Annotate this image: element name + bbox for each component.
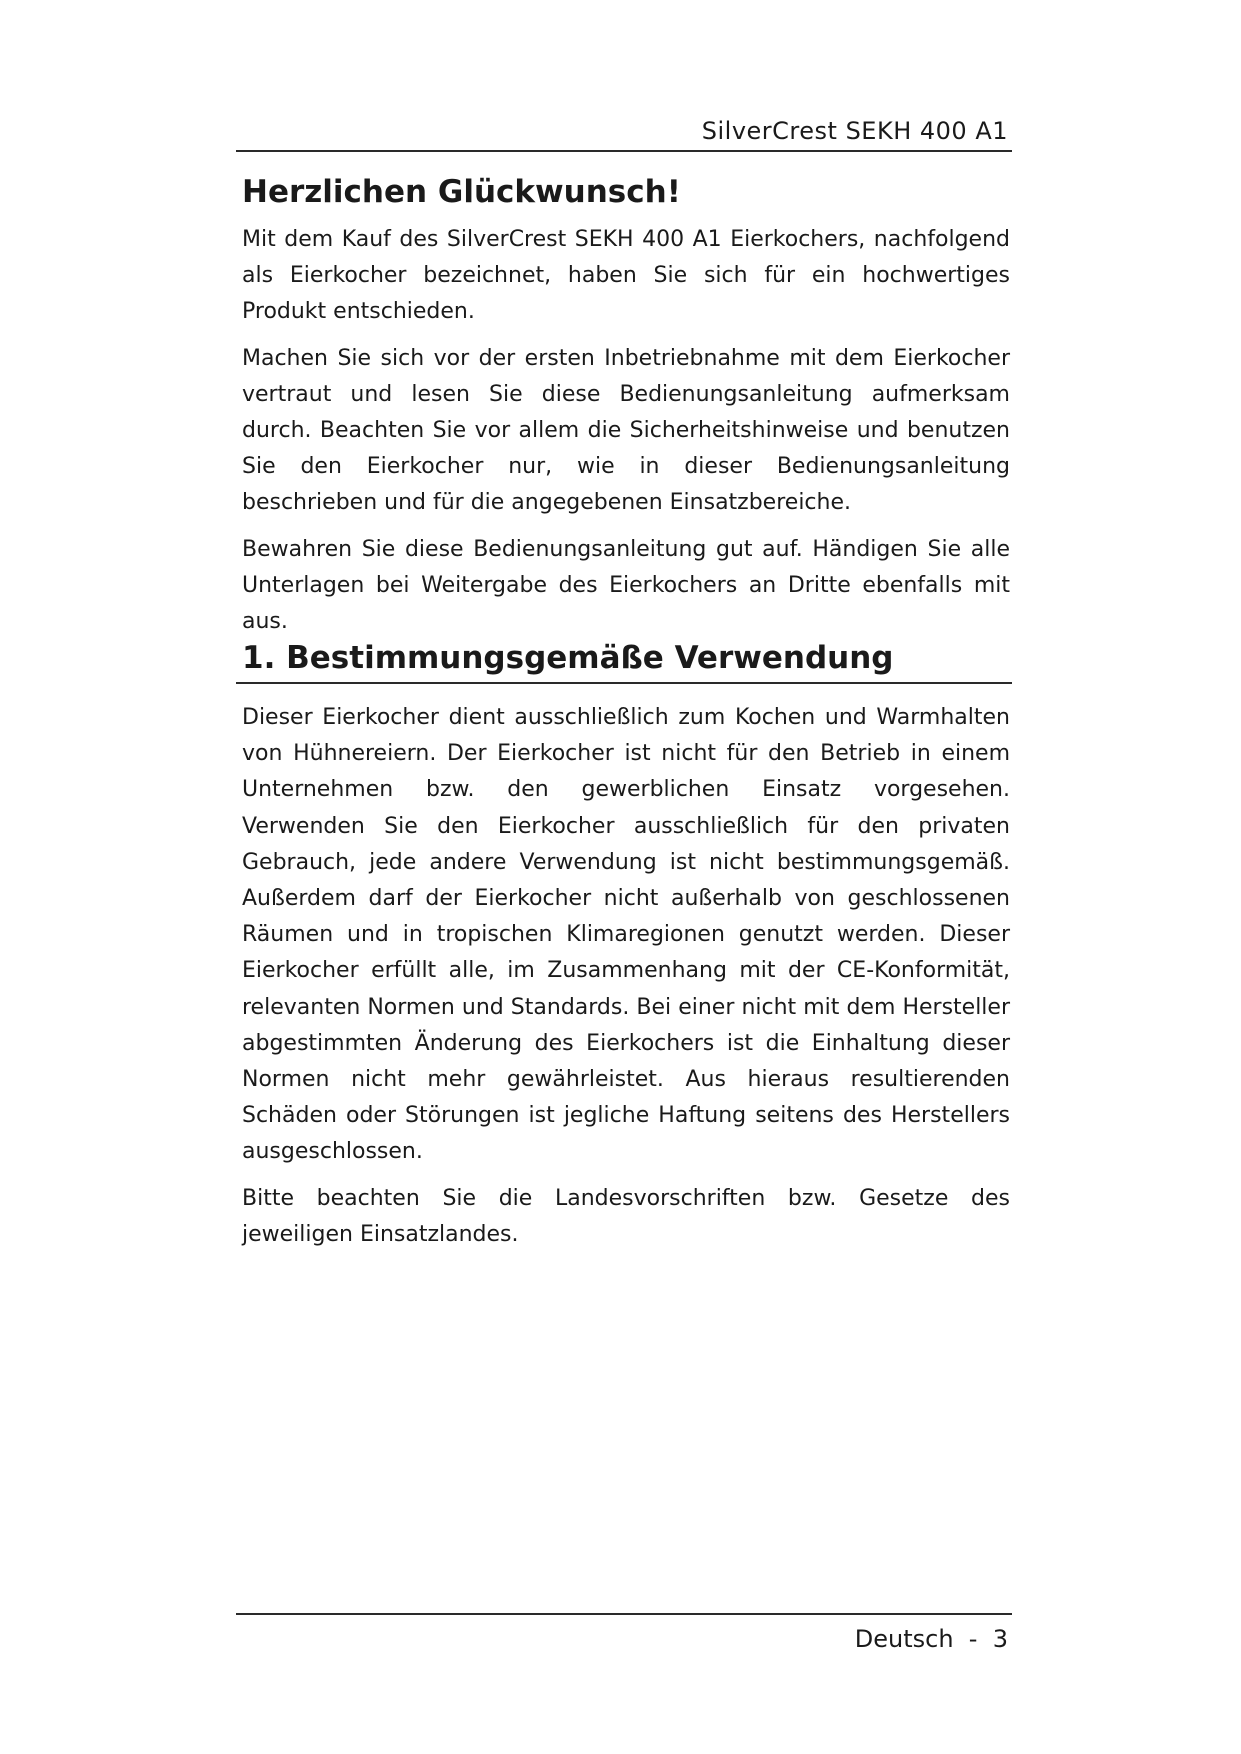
running-header: SilverCrest SEKH 400 A1 xyxy=(701,117,1008,145)
intro-paragraph: Bewahren Sie diese Bedienungsanleitung gut auf. Händigen Sie alle Unterlagen bei Weitergabe des Eierkochers an Dritte ebenfalls mit aus. xyxy=(242,536,1010,635)
page-number: Deutsch - 3 xyxy=(854,1625,1008,1653)
section-divider xyxy=(236,682,1012,684)
section-1-body xyxy=(242,700,1010,1263)
footer-divider xyxy=(236,1613,1012,1615)
section-1-paragraph: Dieser Eierkocher dient ausschließlich zum Kochen und Warmhalten von Hühnereiern. Der Eierkocher ist nicht für den Betrieb in einem Unternehmen bzw. den gewerblichen Einsatz vorgesehen. Verwenden Sie den Eierkocher ausschließlich für den privaten Gebrauch, jede andere Verwendung ist nicht bestimmungsgemäß. Außerdem darf der Eierkocher nicht außerhalb von geschlossenen Räumen und in tropischen Klimaregionen genutzt werden. Dieser Eierkocher erfüllt alle, im Zusammenhang mit der CE-Konformität, relevanten Normen und Standards. Bei einer nicht mit dem Hersteller abgestimmten Änderung des Eierkochers ist die Einhaltung dieser Normen nicht mehr gewährleistet. Aus hieraus resultierenden Schäden oder Störungen ist jegliche Haftung seitens des Herstellers ausgeschlossen. xyxy=(242,705,1010,1165)
header-divider xyxy=(236,150,1012,152)
intro-heading: Herzlichen Glückwunsch! xyxy=(242,174,681,210)
section-1-heading: 1. Bestimmungsgemäße Verwendung xyxy=(242,640,894,676)
intro-section xyxy=(242,170,1010,650)
intro-paragraph: Machen Sie sich vor der ersten Inbetriebnahme mit dem Eierkocher vertraut und lesen Sie diese Bedienungsanleitung aufmerksam durch. Beachten Sie vor allem die Sicherheitshinweise und benutzen Sie den Eierkocher nur, wie in dieser Bedienungsanleitung beschrieben und für die angegebenen Einsatzbereiche. xyxy=(242,345,1010,516)
intro-paragraph: Mit dem Kauf des SilverCrest SEKH 400 A1 Eierkochers, nachfolgend als Eierkocher bezeichnet, haben Sie sich für ein hochwertiges Produkt entschieden. xyxy=(242,227,1010,325)
section-1-paragraph: Bitte beachten Sie die Landesvorschriften bzw. Gesetze des jeweiligen Einsatzlandes. xyxy=(242,1185,1010,1247)
